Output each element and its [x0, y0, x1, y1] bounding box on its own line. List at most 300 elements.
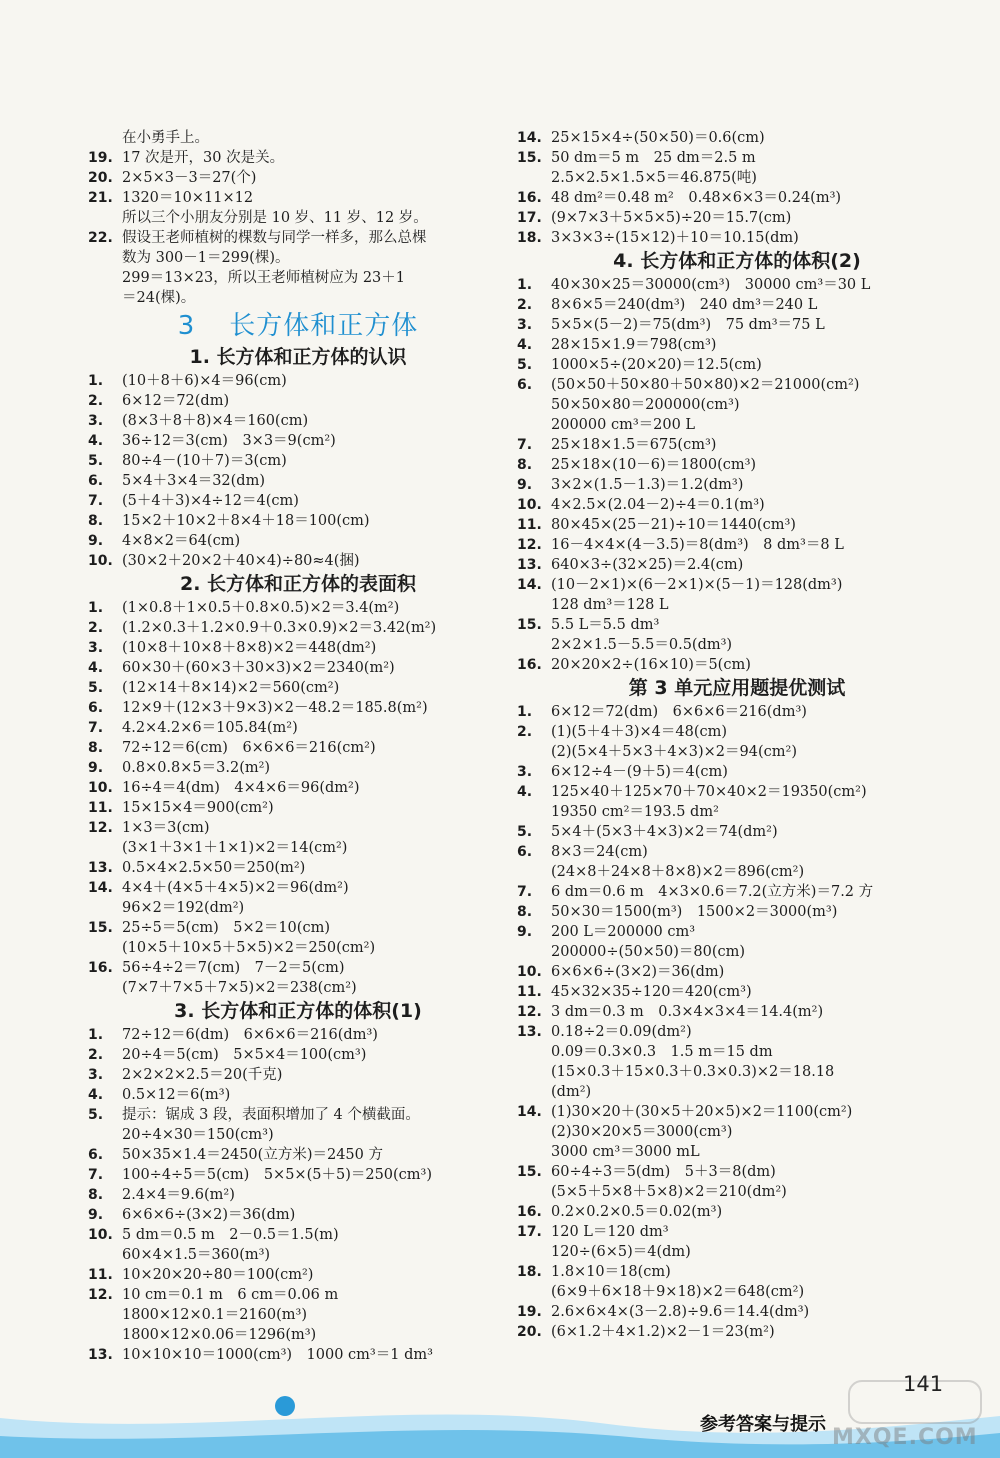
- question-number: 14.: [517, 577, 542, 593]
- answer-line: [517, 1082, 957, 1102]
- answer-text: (7×7＋7×5＋7×5)×2＝238(cm²): [122, 980, 357, 996]
- answer-line: [88, 491, 508, 511]
- answer-text: 2.6×6×4×(3－2.8)÷9.6＝14.4(dm³): [551, 1304, 810, 1320]
- question-number: 7.: [88, 493, 104, 509]
- answer-line: [88, 431, 508, 451]
- question-number: 8.: [517, 457, 533, 473]
- answer-line: [517, 1122, 957, 1142]
- answer-line: [88, 918, 508, 938]
- answer-text: (1)30×20＋(30×5＋20×5)×2＝1100(cm²): [551, 1104, 853, 1120]
- answer-line: [88, 898, 508, 918]
- answer-line: [88, 1085, 508, 1105]
- answer-line: [88, 638, 508, 658]
- question-number: 5.: [517, 824, 533, 840]
- answer-text: 8×6×5＝240(dm³) 240 dm³＝240 L: [551, 297, 818, 313]
- question-number: 4.: [517, 337, 533, 353]
- answer-line: [517, 435, 957, 455]
- answer-line: [88, 618, 508, 638]
- question-number: 1.: [517, 704, 533, 720]
- answer-text: 0.18÷2＝0.09(dm²): [551, 1024, 692, 1040]
- answer-text: 所以三个小朋友分别是 10 岁、11 岁、12 岁。: [122, 210, 428, 226]
- answer-text: (50×50＋50×80＋50×80)×2＝21000(cm²): [551, 377, 860, 393]
- question-number: 16.: [88, 960, 113, 976]
- answer-line: [517, 1282, 957, 1302]
- answer-line: [517, 655, 957, 675]
- answer-text: 5.5 L＝5.5 dm³: [551, 617, 660, 633]
- question-number: 10.: [88, 780, 113, 796]
- answer-text: (10×5＋10×5＋5×5)×2＝250(cm²): [122, 940, 376, 956]
- answer-line: [88, 838, 508, 858]
- footer-label: 参考答案与提示: [700, 1414, 826, 1435]
- question-number: 13.: [88, 860, 113, 876]
- answer-text: 0.09＝0.3×0.3 1.5 m＝15 dm: [551, 1044, 773, 1060]
- answer-line: [517, 842, 957, 862]
- answer-text: 50 dm＝5 m 25 dm＝2.5 m: [551, 150, 756, 166]
- question-number: 10.: [517, 964, 542, 980]
- question-number: 17.: [517, 1224, 542, 1240]
- question-number: 11.: [517, 984, 542, 1000]
- answer-text: (dm²): [551, 1084, 592, 1100]
- answer-text: 50×50×80＝200000(cm³): [551, 397, 740, 413]
- answer-line: [88, 1145, 508, 1165]
- answer-line: [517, 475, 957, 495]
- answer-text: 100÷4÷5＝5(cm) 5×5×(5＋5)＝250(cm³): [122, 1167, 433, 1183]
- answer-line: [88, 1185, 508, 1205]
- answer-text: 80×45×(25－21)÷10＝1440(cm³): [551, 517, 796, 533]
- answer-text: (1)(5＋4＋3)×4＝48(cm): [551, 724, 728, 740]
- answer-text: 48 dm²＝0.48 m² 0.48×6×3＝0.24(m³): [551, 190, 842, 206]
- answer-line: [517, 902, 957, 922]
- answer-text: (10×8＋10×8＋8×8)×2＝448(dm²): [122, 640, 377, 656]
- answer-line: [517, 882, 957, 902]
- answer-line: [517, 1002, 957, 1022]
- answer-text: 96×2＝192(dm²): [122, 900, 245, 916]
- answer-line: [517, 495, 957, 515]
- answer-line: [88, 288, 508, 308]
- answer-text: 25×18×(10－6)＝1800(cm³): [551, 457, 757, 473]
- question-number: 6.: [88, 1147, 104, 1163]
- question-number: 2.: [517, 724, 533, 740]
- answer-text: 20÷4＝5(cm) 5×5×4＝100(cm³): [122, 1047, 367, 1063]
- chapter-title: [88, 308, 508, 344]
- answer-line: [517, 515, 957, 535]
- question-number: 8.: [517, 904, 533, 920]
- answer-line: [88, 1285, 508, 1305]
- answer-text: 10×10×10＝1000(cm³) 1000 cm³＝1 dm³: [122, 1347, 433, 1363]
- question-number: 8.: [88, 740, 104, 756]
- question-number: 16.: [517, 190, 542, 206]
- answer-text: 200000÷(50×50)＝80(cm): [551, 944, 746, 960]
- answer-line: [88, 1265, 508, 1285]
- answer-line: [517, 1222, 957, 1242]
- question-number: 14.: [517, 1104, 542, 1120]
- answer-line: [88, 698, 508, 718]
- answer-text: (30×2＋20×2＋40×4)÷80≈4(捆): [122, 553, 360, 569]
- answer-line: [88, 188, 508, 208]
- answer-text: 50×35×1.4＝2450(立方米)＝2450 方: [122, 1147, 383, 1163]
- question-number: 12.: [88, 820, 113, 836]
- answer-line: [88, 228, 508, 248]
- question-number: 6.: [517, 844, 533, 860]
- answer-line: [88, 858, 508, 878]
- answer-line: [88, 1105, 508, 1125]
- question-number: 15.: [88, 920, 113, 936]
- answer-line: [517, 1162, 957, 1182]
- answer-text: (12×14＋8×14)×2＝560(cm²): [122, 680, 340, 696]
- answer-text: 50×30＝1500(m³) 1500×2＝3000(m³): [551, 904, 838, 920]
- answer-line: [88, 391, 508, 411]
- page-number: 141: [903, 1372, 944, 1396]
- answer-line: [88, 1245, 508, 1265]
- answer-text: 36÷12＝3(cm) 3×3＝9(cm²): [122, 433, 336, 449]
- question-number: 3.: [517, 764, 533, 780]
- answer-text: 20÷4×30＝150(cm³): [122, 1127, 274, 1143]
- question-number: 22.: [88, 230, 113, 246]
- answer-line: [88, 208, 508, 228]
- answer-text: 299＝13×23，所以王老师植树应为 23＋1: [122, 270, 406, 286]
- answer-text: 3×3×3÷(15×12)＋10＝10.15(dm): [551, 230, 799, 246]
- answer-text: 2.5×2.5×1.5×5＝46.875(吨): [551, 170, 757, 186]
- answer-line: [517, 395, 957, 415]
- answer-text: 45×32×35÷120＝420(cm³): [551, 984, 752, 1000]
- answer-text: (8×3＋8＋8)×4＝160(cm): [122, 413, 309, 429]
- question-number: 21.: [88, 190, 113, 206]
- answer-text: 4×8×2＝64(cm): [122, 533, 241, 549]
- answer-text: 1000×5÷(20×20)＝12.5(cm): [551, 357, 762, 373]
- answer-line: [517, 922, 957, 942]
- answer-line: [517, 1182, 957, 1202]
- question-number: 1.: [88, 1027, 104, 1043]
- answer-text: (10＋8＋6)×4＝96(cm): [122, 373, 287, 389]
- answer-line: [88, 718, 508, 738]
- answer-text: 16÷4＝4(dm) 4×4×6＝96(dm²): [122, 780, 360, 796]
- answer-text: (24×8＋24×8＋8×8)×2＝896(cm²): [551, 864, 805, 880]
- question-number: 20.: [88, 170, 113, 186]
- question-number: 3.: [88, 1067, 104, 1083]
- answer-text: 3000 cm³＝3000 mL: [551, 1144, 700, 1160]
- question-number: 9.: [517, 924, 533, 940]
- answer-text: 6 dm＝0.6 m 4×3×0.6＝7.2(立方米)＝7.2 方: [551, 884, 874, 900]
- question-number: 14.: [88, 880, 113, 896]
- answer-text: 80÷4－(10＋7)＝3(cm): [122, 453, 287, 469]
- question-number: 7.: [517, 437, 533, 453]
- answer-text: (6×1.2＋4×1.2)×2－1＝23(m²): [551, 1324, 775, 1340]
- answer-text: (2)(5×4＋5×3＋4×3)×2＝94(cm²): [551, 744, 797, 760]
- answer-line: [88, 128, 508, 148]
- question-number: 20.: [517, 1324, 542, 1340]
- answer-line: [517, 1202, 957, 1222]
- answer-line: [88, 598, 508, 618]
- question-number: 15.: [517, 1164, 542, 1180]
- answer-line: [88, 1065, 508, 1085]
- answer-line: [517, 375, 957, 395]
- answer-text: 0.2×0.2×0.5＝0.02(m³): [551, 1204, 723, 1220]
- answer-text: 5×4＋(5×3＋4×3)×2＝74(dm²): [551, 824, 778, 840]
- answer-line: [88, 451, 508, 471]
- answer-text: 72÷12＝6(cm) 6×6×6＝216(cm²): [122, 740, 376, 756]
- answer-line: [517, 862, 957, 882]
- answer-text: 2×2×2×2.5＝20(千克): [122, 1067, 283, 1083]
- answer-text: 5 dm＝0.5 m 2－0.5＝1.5(m): [122, 1227, 339, 1243]
- right-column: [517, 128, 957, 1342]
- question-number: 3.: [517, 317, 533, 333]
- answer-line: [517, 555, 957, 575]
- answer-text: 25÷5＝5(cm) 5×2＝10(cm): [122, 920, 330, 936]
- answer-line: [517, 575, 957, 595]
- question-number: 10.: [88, 1227, 113, 1243]
- answer-text: 20×20×2÷(16×10)＝5(cm): [551, 657, 751, 673]
- answer-text: 16－4×4×(4－3.5)＝8(dm³) 8 dm³＝8 L: [551, 537, 844, 553]
- question-number: 2.: [88, 620, 104, 636]
- answer-text: (6×9＋6×18＋9×18)×2＝648(cm²): [551, 1284, 805, 1300]
- answer-text: 125×40＋125×70＋70×40×2＝19350(cm²): [551, 784, 867, 800]
- answer-line: [88, 1345, 508, 1365]
- answer-line: [517, 1142, 957, 1162]
- answer-text: 4.2×4.2×6＝105.84(m²): [122, 720, 298, 736]
- answer-line: [88, 658, 508, 678]
- answer-text: 60÷4÷3＝5(dm) 5＋3＝8(dm): [551, 1164, 776, 1180]
- answer-text: 0.5×4×2.5×50＝250(m²): [122, 860, 306, 876]
- question-number: 15.: [517, 617, 542, 633]
- question-number: 12.: [517, 537, 542, 553]
- answer-line: [517, 1242, 957, 1262]
- answer-text: 1800×12×0.06＝1296(m³): [122, 1327, 317, 1343]
- question-number: 3.: [88, 640, 104, 656]
- answer-line: [517, 168, 957, 188]
- answer-text: (15×0.3＋15×0.3＋0.3×0.3)×2＝18.18: [551, 1064, 835, 1080]
- question-number: 1.: [88, 600, 104, 616]
- answer-text: 假设王老师植树的棵数与同学一样多，那么总棵: [122, 230, 427, 246]
- answer-text: (1×0.8＋1×0.5＋0.8×0.5)×2＝3.4(m²): [122, 600, 400, 616]
- answer-line: [517, 942, 957, 962]
- answer-text: (2)30×20×5＝3000(cm³): [551, 1124, 733, 1140]
- answer-line: [88, 758, 508, 778]
- answer-text: 0.8×0.8×5＝3.2(m²): [122, 760, 271, 776]
- answer-text: (3×1＋3×1＋1×1)×2＝14(cm²): [122, 840, 348, 856]
- question-number: 9.: [88, 533, 104, 549]
- question-number: 6.: [517, 377, 533, 393]
- answer-line: [88, 551, 508, 571]
- answer-line: [517, 742, 957, 762]
- answer-line: [88, 798, 508, 818]
- answer-text: 17 次是开，30 次是关。: [122, 150, 285, 166]
- answer-line: [517, 535, 957, 555]
- answer-line: [88, 168, 508, 188]
- question-number: 13.: [88, 1347, 113, 1363]
- answer-line: [88, 471, 508, 491]
- answer-line: [88, 1325, 508, 1345]
- question-number: 19.: [88, 150, 113, 166]
- chapter-name: 长方体和正方体: [229, 311, 419, 341]
- question-number: 19.: [517, 1304, 542, 1320]
- answer-line: [517, 802, 957, 822]
- answer-line: [517, 635, 957, 655]
- answer-text: 12×9＋(12×3＋9×3)×2－48.2＝185.8(m²): [122, 700, 428, 716]
- question-number: 4.: [88, 1087, 104, 1103]
- question-number: 10.: [88, 553, 113, 569]
- answer-line: [88, 818, 508, 838]
- answer-text: 1.8×10＝18(cm): [551, 1264, 671, 1280]
- question-number: 3.: [88, 413, 104, 429]
- question-number: 1.: [517, 277, 533, 293]
- question-number: 2.: [517, 297, 533, 313]
- answer-text: 120 L＝120 dm³: [551, 1224, 669, 1240]
- answer-line: [517, 962, 957, 982]
- answer-text: 1×3＝3(cm): [122, 820, 210, 836]
- question-number: 13.: [517, 1024, 542, 1040]
- answer-line: [88, 1305, 508, 1325]
- question-number: 11.: [88, 800, 113, 816]
- question-number: 2.: [88, 393, 104, 409]
- answer-line: [88, 978, 508, 998]
- answer-line: [88, 1165, 508, 1185]
- question-number: 7.: [517, 884, 533, 900]
- question-number: 10.: [517, 497, 542, 513]
- answer-line: [517, 315, 957, 335]
- answer-line: [517, 455, 957, 475]
- answer-line: [517, 275, 957, 295]
- chapter-number: 3: [177, 311, 196, 341]
- answer-line: [517, 128, 957, 148]
- question-number: 11.: [88, 1267, 113, 1283]
- answer-text: 15×2＋10×2＋8×4＋18＝100(cm): [122, 513, 370, 529]
- question-number: 8.: [88, 513, 104, 529]
- answer-text: (10－2×1)×(6－2×1)×(5－1)＝128(dm³): [551, 577, 843, 593]
- answer-line: [88, 268, 508, 288]
- answer-line: [517, 822, 957, 842]
- answer-line: [88, 511, 508, 531]
- answer-line: [517, 1022, 957, 1042]
- question-number: 4.: [88, 660, 104, 676]
- answer-line: [517, 295, 957, 315]
- answer-line: [517, 1062, 957, 1082]
- answer-line: [517, 762, 957, 782]
- section-heading: 第 3 单元应用题提优测试: [628, 677, 846, 699]
- answer-line: [88, 878, 508, 898]
- answer-text: (1.2×0.3＋1.2×0.9＋0.3×0.9)×2＝3.42(m²): [122, 620, 437, 636]
- answer-text: 640×3÷(32×25)＝2.4(cm): [551, 557, 744, 573]
- answer-line: [88, 1025, 508, 1045]
- answer-line: [517, 782, 957, 802]
- question-number: 5.: [88, 1107, 104, 1123]
- answer-text: 2.4×4＝9.6(m²): [122, 1187, 235, 1203]
- answer-line: [88, 248, 508, 268]
- question-number: 11.: [517, 517, 542, 533]
- answer-text: 200 L＝200000 cm³: [551, 924, 696, 940]
- question-number: 15.: [517, 150, 542, 166]
- answer-text: (5＋4＋3)×4÷12＝4(cm): [122, 493, 299, 509]
- section-heading: 4. 长方体和正方体的体积(2): [613, 250, 861, 272]
- answer-line: [517, 722, 957, 742]
- answer-line: [88, 938, 508, 958]
- question-number: 16.: [517, 657, 542, 673]
- answer-text: 200000 cm³＝200 L: [551, 417, 696, 433]
- answer-line: [517, 1302, 957, 1322]
- question-number: 5.: [88, 680, 104, 696]
- answer-line: [517, 335, 957, 355]
- section-heading: 2. 长方体和正方体的表面积: [179, 573, 417, 595]
- answer-text: 2×2×1.5－5.5＝0.5(dm³): [551, 637, 733, 653]
- answer-text: 19350 cm²＝193.5 dm²: [551, 804, 719, 820]
- question-number: 12.: [517, 1004, 542, 1020]
- answer-text: 6×12÷4－(9＋5)＝4(cm): [551, 764, 728, 780]
- answer-line: [517, 1042, 957, 1062]
- question-number: 8.: [88, 1187, 104, 1203]
- answer-line: [517, 1322, 957, 1342]
- answer-line: [88, 678, 508, 698]
- answer-text: 56÷4÷2＝7(cm) 7－2＝5(cm): [122, 960, 345, 976]
- answer-line: [517, 702, 957, 722]
- question-number: 7.: [88, 720, 104, 736]
- answer-text: 15×15×4＝900(cm²): [122, 800, 274, 816]
- answer-text: 25×18×1.5＝675(cm³): [551, 437, 717, 453]
- answer-text: 6×6×6÷(3×2)＝36(dm): [122, 1207, 296, 1223]
- answer-text: 10 cm＝0.1 m 6 cm＝0.06 m: [122, 1287, 339, 1303]
- answer-line: [88, 411, 508, 431]
- question-number: 6.: [88, 700, 104, 716]
- section-heading: 3. 长方体和正方体的体积(1): [174, 1000, 422, 1022]
- question-number: 1.: [88, 373, 104, 389]
- answer-line: [517, 208, 957, 228]
- question-number: 18.: [517, 230, 542, 246]
- answer-text: 提示：锯成 3 段，表面积增加了 4 个横截面。: [122, 1107, 420, 1123]
- answer-line: [88, 778, 508, 798]
- question-number: 17.: [517, 210, 542, 226]
- answer-line: [88, 1225, 508, 1245]
- answer-text: (9×7×3＋5×5×5)÷20＝15.7(cm): [551, 210, 792, 226]
- answer-line: [517, 148, 957, 168]
- answer-text: 在小勇手上。: [122, 130, 209, 146]
- answer-text: 4×2.5×(2.04－2)÷4＝0.1(m³): [551, 497, 765, 513]
- answer-text: 0.5×12＝6(m³): [122, 1087, 231, 1103]
- watermark-text: MXQE.COM: [832, 1425, 978, 1450]
- question-number: 9.: [517, 477, 533, 493]
- question-number: 16.: [517, 1204, 542, 1220]
- question-number: 14.: [517, 130, 542, 146]
- answer-text: 5×4＋3×4＝32(dm): [122, 473, 265, 489]
- question-number: 5.: [88, 453, 104, 469]
- section-heading: 1. 长方体和正方体的认识: [189, 346, 407, 368]
- answer-line: [517, 615, 957, 635]
- answer-line: [88, 1205, 508, 1225]
- question-number: 6.: [88, 473, 104, 489]
- left-column: [88, 128, 508, 1365]
- answer-line: [517, 982, 957, 1002]
- question-number: 18.: [517, 1264, 542, 1280]
- answer-line: [88, 958, 508, 978]
- answer-line: [88, 1045, 508, 1065]
- answer-text: 数为 300－1＝299(棵)。: [122, 250, 290, 266]
- answer-text: 72÷12＝6(dm) 6×6×6＝216(dm³): [122, 1027, 378, 1043]
- answer-text: 25×15×4÷(50×50)＝0.6(cm): [551, 130, 765, 146]
- answer-text: 10×20×20÷80＝100(cm²): [122, 1267, 314, 1283]
- question-number: 4.: [517, 784, 533, 800]
- question-number: 9.: [88, 760, 104, 776]
- answer-text: 8×3＝24(cm): [551, 844, 648, 860]
- answer-text: ＝24(棵)。: [122, 290, 196, 306]
- answer-text: 28×15×1.9＝798(cm³): [551, 337, 717, 353]
- answer-line: [517, 415, 957, 435]
- answer-line: [517, 595, 957, 615]
- answer-line: [517, 188, 957, 208]
- answer-text: 3 dm＝0.3 m 0.3×4×3×4＝14.4(m²): [551, 1004, 824, 1020]
- question-number: 13.: [517, 557, 542, 573]
- question-number: 2.: [88, 1047, 104, 1063]
- question-number: 4.: [88, 433, 104, 449]
- answer-line: [88, 1125, 508, 1145]
- answer-line: [517, 355, 957, 375]
- answer-line: [517, 228, 957, 248]
